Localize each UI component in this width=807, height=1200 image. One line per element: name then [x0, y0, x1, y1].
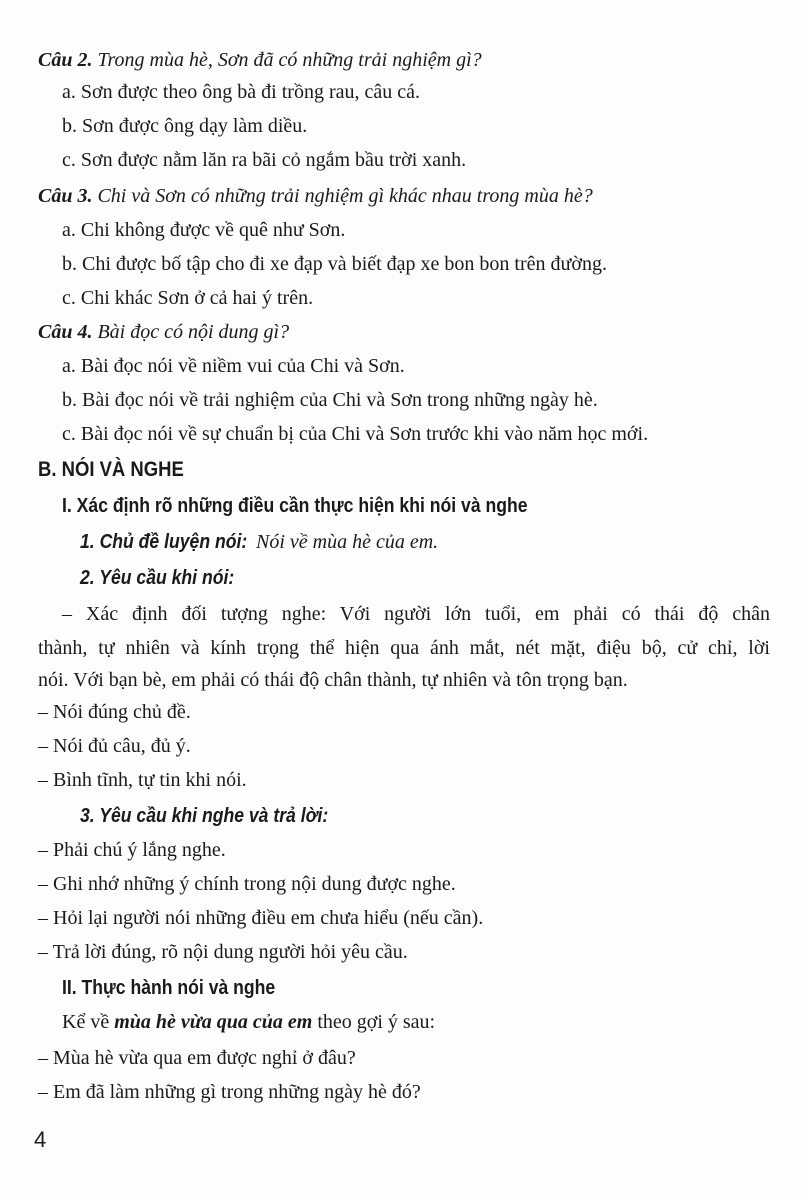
- speak-item: – Nói đúng chủ đề.: [38, 701, 191, 723]
- listen-title: 3. Yêu cầu khi nghe và trả lời:: [80, 805, 329, 827]
- option: a. Bài đọc nói về niềm vui của Chi và Sơn.: [62, 355, 405, 377]
- speak-item: – Bình tĩnh, tự tin khi nói.: [38, 769, 247, 791]
- speak-paragraph-line: thành, tự nhiên và kính trọng thể hiện qua ánh mắt, nét mặt, điệu bộ, cử chỉ, lời: [38, 637, 770, 659]
- question-3: [38, 184, 593, 208]
- speak-title: 2. Yêu cầu khi nói:: [80, 567, 235, 589]
- listen-item: – Hỏi lại người nói những điều em chưa hiểu (nếu cần).: [38, 907, 484, 929]
- question-4: [38, 320, 289, 344]
- listen-item: – Phải chú ý lắng nghe.: [38, 839, 226, 861]
- intro-emphasis: mùa hè vừa qua của em: [114, 1011, 313, 1033]
- option: b. Sơn được ông dạy làm diều.: [62, 115, 308, 137]
- part-2-title: II. Thực hành nói và nghe: [62, 977, 276, 999]
- question-label: Câu 4.: [38, 321, 93, 343]
- option: a. Sơn được theo ông bà đi trồng rau, câu cá.: [62, 81, 420, 103]
- option: b. Chi được bố tập cho đi xe đạp và biết đạp xe bon bon trên đường.: [62, 253, 607, 275]
- question-text: Trong mùa hè, Sơn đã có những trải nghiệm gì?: [97, 49, 482, 71]
- question-label: Câu 2.: [38, 49, 93, 71]
- speak-item: – Nói đủ câu, đủ ý.: [38, 735, 191, 757]
- question-text: Chi và Sơn có những trải nghiệm gì khác nhau trong mùa hè?: [97, 185, 593, 207]
- listen-item: – Trả lời đúng, rõ nội dung người hỏi yêu cầu.: [38, 941, 408, 963]
- section-b-title: B. NÓI VÀ NGHE: [38, 458, 184, 481]
- intro-text: Kể về: [62, 1011, 115, 1033]
- topic-label: 1. Chủ đề luyện nói:: [80, 531, 248, 553]
- page-number: 4: [34, 1127, 47, 1152]
- option: b. Bài đọc nói về trải nghiệm của Chi và Sơn trong những ngày hè.: [62, 389, 598, 411]
- option: a. Chi không được về quê như Sơn.: [62, 219, 346, 241]
- question-text: Bài đọc có nội dung gì?: [97, 321, 290, 343]
- speak-paragraph-line: nói. Với bạn bè, em phải có thái độ chân thành, tự nhiên và tôn trọng bạn.: [38, 669, 628, 691]
- prompt-item: – Em đã làm những gì trong những ngày hè đó?: [38, 1081, 421, 1103]
- intro-text: theo gợi ý sau:: [312, 1011, 436, 1033]
- part-2-intro: [62, 1010, 435, 1034]
- option: c. Sơn được nằm lăn ra bãi cỏ ngắm bầu trời xanh.: [62, 149, 467, 171]
- part-1-title: I. Xác định rõ những điều cần thực hiện khi nói và nghe: [62, 495, 528, 517]
- topic-line: [80, 530, 438, 554]
- speak-paragraph-line: – Xác định đối tượng nghe: Với người lớn tuổi, em phải có thái độ chân: [62, 603, 770, 625]
- option: c. Chi khác Sơn ở cả hai ý trên.: [62, 287, 314, 309]
- question-2: [38, 48, 482, 72]
- listen-item: – Ghi nhớ những ý chính trong nội dung được nghe.: [38, 873, 456, 895]
- option: c. Bài đọc nói về sự chuẩn bị của Chi và Sơn trước khi vào năm học mới.: [62, 423, 649, 445]
- question-label: Câu 3.: [38, 185, 93, 207]
- prompt-item: – Mùa hè vừa qua em được nghỉ ở đâu?: [38, 1047, 356, 1069]
- topic-text: Nói về mùa hè của em.: [256, 531, 439, 553]
